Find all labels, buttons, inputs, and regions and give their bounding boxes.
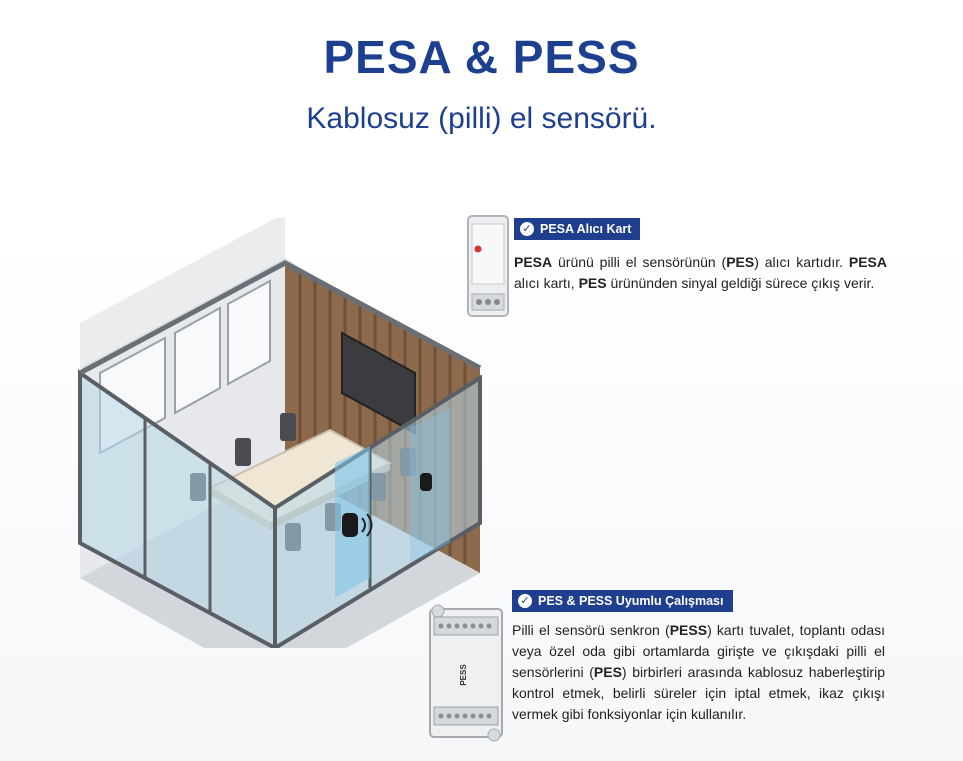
pes-term: PES <box>578 275 607 291</box>
pesa-term: PESA <box>514 254 553 270</box>
pesa-card-device <box>466 214 510 318</box>
pesa-description <box>514 252 887 294</box>
pesa-badge-label: PESA Alıcı Kart <box>540 222 632 236</box>
pess-card-device <box>424 603 508 743</box>
sensor-device <box>342 513 358 537</box>
pess-device-label: PESS <box>459 664 468 686</box>
pesa-badge <box>514 218 640 240</box>
pess-badge-label: PES & PESS Uyumlu Çalışması <box>538 594 724 608</box>
pesa-desc-text: ürününden sinyal geldiği sürece çıkış verir. <box>606 275 875 291</box>
pess-description <box>512 620 885 725</box>
pess-desc-text: ) kartı tuvalet, toplantı odası veya özel oda gibi ortamlarda girişte ve çıkışdaki pilli el sensörlerini ( <box>512 622 885 680</box>
check-icon: ✓ <box>518 594 532 608</box>
pesa-term: PESA <box>848 254 887 270</box>
pess-desc-text: ) birbirleri arasında kablosuz haberleştirip kontrol etmek, belirli süreler için iptal etmek, ikaz çıkışı vermek gibi fonksiyonlar için kullanılır. <box>512 664 885 722</box>
page-subtitle: Kablosuz (pilli) el sensörü. <box>306 102 657 135</box>
pesa-desc-text: ) alıcı kartıdır. <box>754 254 849 270</box>
pes-term: PES <box>726 254 755 270</box>
pesa-desc-text: alıcı kartı, <box>514 275 579 291</box>
pess-desc-text: Pilli el sensörü senkron ( <box>512 622 670 638</box>
pes-term: PES <box>593 664 622 680</box>
check-icon: ✓ <box>520 222 534 236</box>
pess-badge <box>512 590 733 612</box>
pess-term: PESS <box>669 622 708 638</box>
meeting-room-illustration <box>70 218 490 648</box>
page-title: PESA & PESS <box>323 31 640 83</box>
pesa-desc-text: ürünü pilli el sensörünün ( <box>552 254 727 270</box>
